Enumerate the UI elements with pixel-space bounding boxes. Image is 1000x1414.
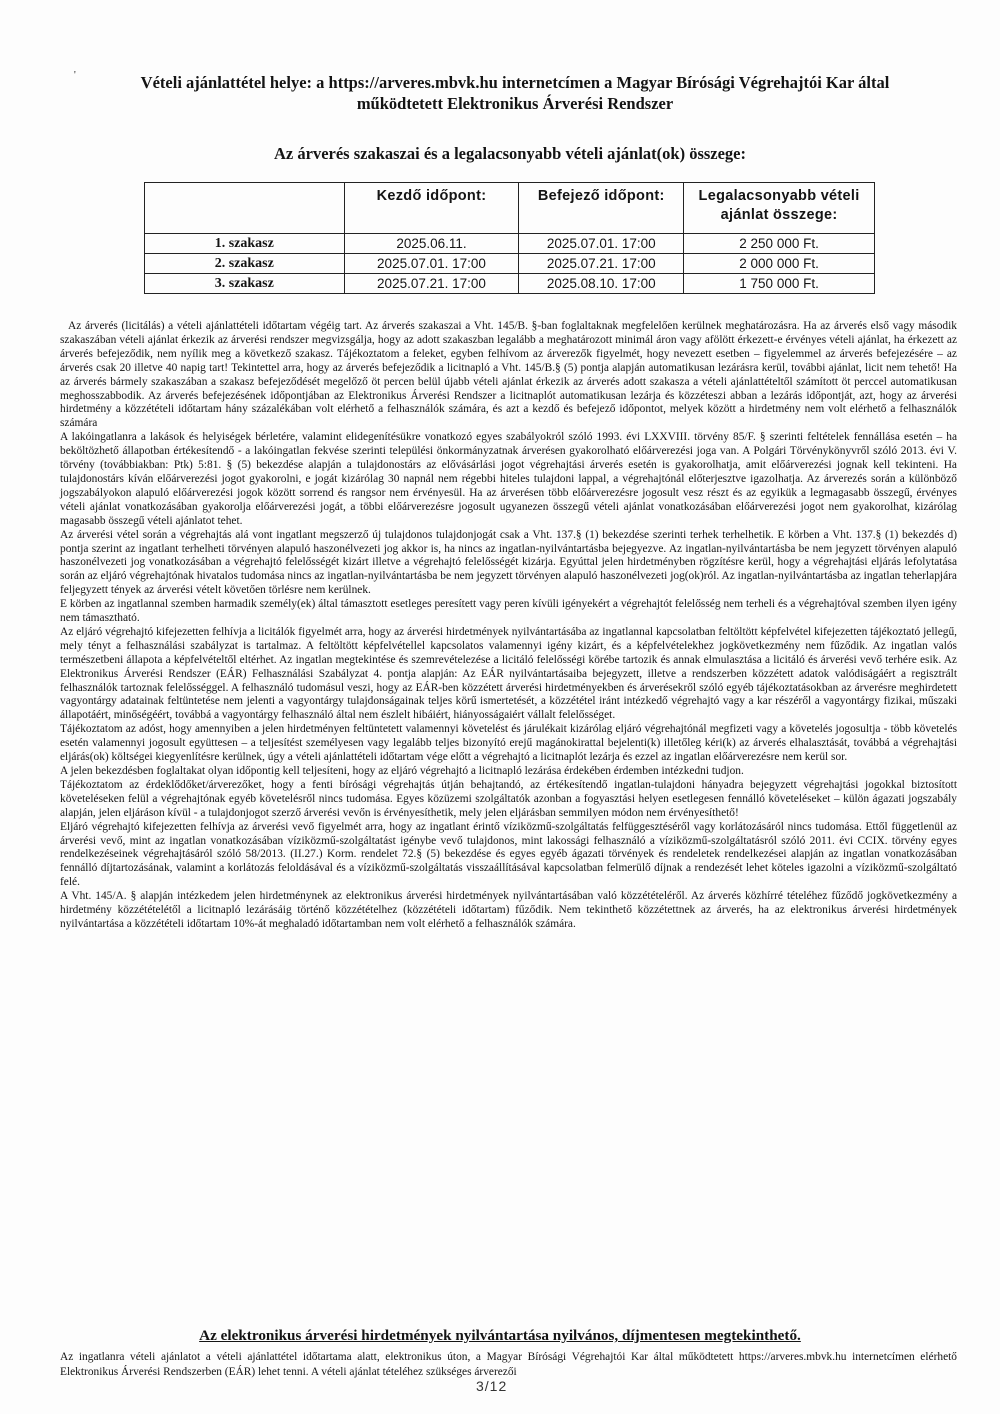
paragraph: Az eljáró végrehajtó kifejezetten felhívja a licitálók figyelmét arra, hogy az árverési hirdetmények nyilvántartásába az ingatlannal kapcsolatban feltöltött képfelvétel kifejezetten tájékoztató jellegű, mely tényt a felhasználási szabályzat is tartalmaz. A feltöltött képfelvétellel kapcsolatos valamennyi igény kizárt, és a képfelvételekhez jogkövetkezmény nem fűződik. Az ingatlan valós természetbeni állapota a képfelvételtől eltérhet. Az ingatlan megtekintése és szemrevételezése a licitáló felelősségi körébe tartozik és annak elmulasztása a licitáló és árverési vevő terhére esik. Az Elektronikus Árverési Rendszer (EÁR) Felhasználási Szabályzat 4. pontja alapján: Az EÁR nyilvántartásaiba bejegyzett, illetve a rendszerben közzétett adatok valódiságáért a regisztrált felhasználók tartoznak felelősséggel. A felhasználó tudomásul veszi, hogy az EÁR-ben közzétett árverési hirdetményekben és árverésekről szóló egyéb tájékoztatásokban az árverésre meghirdetett vagyontárgy adatainak feltüntetése nem jelenti a vagyontárgy tulajdonságainak teljes körű ismertetését, a közzététel iránt intézkedő végrehajtó vagy a kar részéről a vagyontárgy fizikai, műszaki állapotáért, minőségéért, továbbá a vagyontárgy felhasználó által nem észlelt hibáiért, hiányosságaiért vállalt felelősséget. bbox=[60, 625, 957, 722]
table-cell: 2025.07.01. 17:00 bbox=[519, 234, 684, 254]
paragraph: A Vht. 145/A. § alapján intézkedem jelen hirdetménynek az elektronikus árverési hirdetmények nyilvántartásában való közzétételéről. Az árverés közhírré tételéhez fűződő jogkövetkezmény a hirdetmény közzétételétől a licitnapló lezárásáig történő közzétételhez (közzétételi időtartam) fűződik. Nem tekinthető közzétettnek az árverés, ha az elektronikus árverési hirdetmények nyilvántartása a közzétételi időtartam 10%-át meghaladó időtartamban nem volt elérhető a felhasználók számára. bbox=[60, 890, 957, 930]
paragraph: E körben az ingatlannal szemben harmadik személy(ek) által támasztott esetleges peresített vagy peren kívüli igényekért a végrehajtót felelősség nem terheli és a végrehajtóval szemben ilyen igény nem támasztható. bbox=[60, 598, 957, 625]
auction-stages-table bbox=[144, 182, 875, 294]
footer-text: Az ingatlanra vételi ajánlatot a vételi ajánlattétel időtartama alatt, elektronikus úton, a Magyar Bírósági Végrehajtói Kar által működtetett https://arveres.mbvk.hu internetcímen elérhető Elektronikus Árverési Rendszerben (EÁR) lehet tenni. A vételi ajánlat tételéhez szükséges árverezői bbox=[60, 1351, 957, 1378]
table-header-cell: Kezdő időpont: bbox=[344, 183, 519, 234]
table-row bbox=[145, 234, 875, 254]
table-row bbox=[145, 274, 875, 294]
page-number: 3/12 bbox=[476, 1378, 508, 1394]
paragraph: A lakóingatlanra a lakások és helyiségek bérletére, valamint elidegenítésükre vonatkozó egyes szabályokról szóló 1993. évi LXXVIII. törvény 85/F. § szerinti feltételek fennállása esetén – ha beköltözhető állapotban értékesítendő - a lakóingatlan fekvése szerinti települési önkormányzatnak árverésen gyakorolható előárverezési joga van. A Polgári Törvénykönyvről szóló 2013. évi V. törvény (továbbiakban: Ptk) 5:81. § (5) bekezdése alapján a tulajdonostárs az elővásárlási jogot végrehajtási árverés esetén is gyakorolhatja, amit előárverezési jognak kell tekinteni. Ha tulajdonostárs kíván előárverezési jogot gyakorolni, e jogát kizárólag 30 napnál nem régebbi hiteles tulajdoni lappal, a végrehajtónál előterjesztve igazolhatja. Az árverezés során a különböző jogszabályokon alapuló előárverezési jogok között sorrend és rangsor nem érvényesül. Ha az árverésen több előárverezésre jogosult vesz részt és az egyikük a legmagasabb összegű, érvényes vételi ajánlat vonatkozásában gyakorolja előárverezési jogát, a többi előárverezésre jogosult ugyanezen összegű vételi ajánlat vonatkozásában előárverezési jogot nem gyakorolhat, kizárólag magasabb összegű vételi ajánlatot tehet. bbox=[60, 431, 957, 527]
heading-line-2: működtetett Elektronikus Árverési Rendszer bbox=[356, 94, 674, 113]
paragraph: Tájékoztatom az adóst, hogy amennyiben a jelen hirdetményen feltüntetett valamennyi követelést és járulékait kizárólag eljáró végrehajtónál megfizeti vagy a követelés jogosultja - több követelés esetén valamennyi jogosult együttesen – a teljesítést személyesen vagy legalább teljes bizonyító erejű magánokirattal bejelenti(k) illetőleg kéri(k) az árverés elhalasztását, továbbá a végrehajtási eljárás(ok) költségei kiegyenlítésre kerülnek, úgy a vételi ajánlattételi időtartam vége előtt a végrehajtó a licitnaplót lezárja és ezzel az ingatlan előárverezésre nem kerül sor. bbox=[60, 723, 957, 764]
paragraph: Tájékoztatom az érdeklődőket/árverezőket, hogy a fenti bírósági végrehajtás útján behajtandó, az értékesítendő ingatlan-tulajdoni hányadra bejegyzett végrehajtási jogokkal biztosított követeléseken felül a végrehajtónak egyéb követelésről nincs tudomása. Egyes közüzemi szolgáltatók azonban a fogyasztási helyen esetlegesen fennálló követeléseket – külön ágazati jogszabály alapján, jelen eljáráson kívül - a tulajdonjogot szerző árverési vevőn is érvényesíthetik, mely jelen eljárásban semmilyen módon nem érvényesíthető! bbox=[60, 778, 957, 819]
table-header-cell: Befejező időpont: bbox=[519, 183, 684, 234]
heading-line-1: Vételi ajánlattétel helye: a https://arveres.mbvk.hu internetcímen a Magyar Bírósági Végrehajtói Kar által bbox=[140, 73, 890, 92]
paragraph: Az árverés (licitálás) a vételi ajánlattételi időtartam végéig tart. Az árverés szakaszai a Vht. 145/B. §-ban foglaltaknak megfelelően kerülnek meghatározásra. Ha az árverés első vagy második szakaszában vételi ajánlat érkezik az árverési rendszer megvizsgálja, hogy az adott szakaszban legalább a meghatározott minimál áron vagy afölött érkezett-e érvényes vételi ajánlat, ha érkezett az árverés befejeződik, nem nyílik meg a következő szakasz. Tájékoztatom a feleket, egyben felhívom az árverezők figyelmét, hogy nevezett esetben – figyelemmel az árverés befejezésére – az árverés csak 20 illetve 40 napig tart! Tekintettel arra, hogy az árverés befejeződik a licitnapló a Vht. 145/B.§ (5) pontja alapján automatikusan lezárásra kerül, további ajánlat, licit nem tehető! Ha az árverés bármely szakaszában a szakasz befejeződését megelőző öt percen belül újabb vételi ajánlat érkezik az árverés adott szakasza a vételi ajánlattételtől számított öt perccel automatikusan meghosszabbodik. Az árverés befejezésének időpontjában az Elektronikus Árverési Rendszer a licitnaplót automatikusan lezárja és közzéteszi abban a lezárás időpontját, azt, hogy az árverési hirdetmény a közzétételi időtartam hány százalékában volt elérhető a felhasználók számára, és azt a kezdő és befejező időpontot, melyek között a hirdetmény nem volt elérhető a felhasználók számára bbox=[60, 320, 957, 430]
table-cell: 2025.07.21. 17:00 bbox=[519, 254, 684, 274]
table-row bbox=[145, 254, 875, 274]
table-header-cell bbox=[145, 183, 345, 234]
table-cell: 1 750 000 Ft. bbox=[684, 274, 875, 294]
table-header-cell: Legalacsonyabb vételi ajánlat összege: bbox=[684, 183, 875, 234]
table-title: Az árverés szakaszai és a legalacsonyabb vételi ajánlat(ok) összege: bbox=[274, 144, 746, 163]
paragraph: Az árverési vétel során a végrehajtás alá vont ingatlant megszerző új tulajdonos tulajdonjogát csak a Vht. 137.§ (1) bekezdése szerinti terhek terhelhetik. E körben a Vht. 137.§ (1) bekezdés d) pontja szerint az ingatlant terhelheti törvényen alapuló haszonélvezeti jog akkor is, ha nincs az ingatlan-nyilvántartásba bejegyezve. Az ingatlan-nyilvántartásba be nem jegyzett törvényen alapuló haszonélvezeti jog vonatkozásában a végrehajtó felelősségét kizárt illetve a végrehajtó felelősségét kizárja. Egyúttal jelen hirdetményben rögzítésre kerül, hogy a végrehajtási eljárás lefolytatása során az eljáró végrehajtónak hivatalos tudomása nincs az ingatlan-nyilvántartásba be nem jegyzett törvényen alapuló haszonélvezeti jog(ok)ról. Az ingatlan-nyilvántartásba az ingatlan teherlapjára feljegyzett tények az árverési vételt követően törlésre nem kerülnek. bbox=[60, 528, 957, 597]
table-header-row bbox=[145, 183, 875, 234]
table-cell: 2025.08.10. 17:00 bbox=[519, 274, 684, 294]
table-cell: 2 000 000 Ft. bbox=[684, 254, 875, 274]
paragraph: Eljáró végrehajtó kifejezetten felhívja az árverési vevő figyelmét arra, hogy az ingatlant érintő víziközmű-szolgáltatás felfüggesztéséről vagy korlátozásáról nincs tudomása. Ettől függetlenül az árverési vevő, mint az ingatlan vonatkozásában víziközmű-szolgáltatást igénybe vevő tulajdonos, mint lakossági felhasználó a víziközmű-szolgáltatásról szóló 2011. évi CCIX. törvény egyes rendelkezéseinek végrehajtásáról szóló 58/2013. (II.27.) Korm. rendelet 72.§ (5) bekezdése és egyes egyéb ágazati törvények és rendeletek rendelkezései alapján az ingatlan vonatkozásában fennálló díjtartozásának, valamint a korlátozás feloldásával és a víziközmű-szolgáltatás visszaállításával kapcsolatban felmerülő díjnak a rendezését lehet köteles igazolni a víziközmű-szolgáltató felé. bbox=[60, 820, 957, 889]
table-cell: 2025.07.21. 17:00 bbox=[344, 274, 519, 294]
scan-mark: ' bbox=[74, 70, 76, 81]
page-heading bbox=[70, 72, 960, 114]
table-cell: 2025.06.11. bbox=[344, 234, 519, 254]
table-cell: 2 250 000 Ft. bbox=[684, 234, 875, 254]
table-cell: 2. szakasz bbox=[145, 254, 345, 274]
body-text bbox=[60, 320, 957, 932]
footer-title: Az elektronikus árverési hirdetmények nyilvántartása nyilvános, díjmentesen megtekinthető. bbox=[199, 1327, 801, 1344]
table-cell: 3. szakasz bbox=[145, 274, 345, 294]
table-cell: 1. szakasz bbox=[145, 234, 345, 254]
table-cell: 2025.07.01. 17:00 bbox=[344, 254, 519, 274]
paragraph: A jelen bekezdésben foglaltakat olyan időpontig kell teljesíteni, hogy az eljáró végrehajtó a licitnapló lezárása érdekében érdemben intézkedni tudjon. bbox=[60, 765, 744, 777]
